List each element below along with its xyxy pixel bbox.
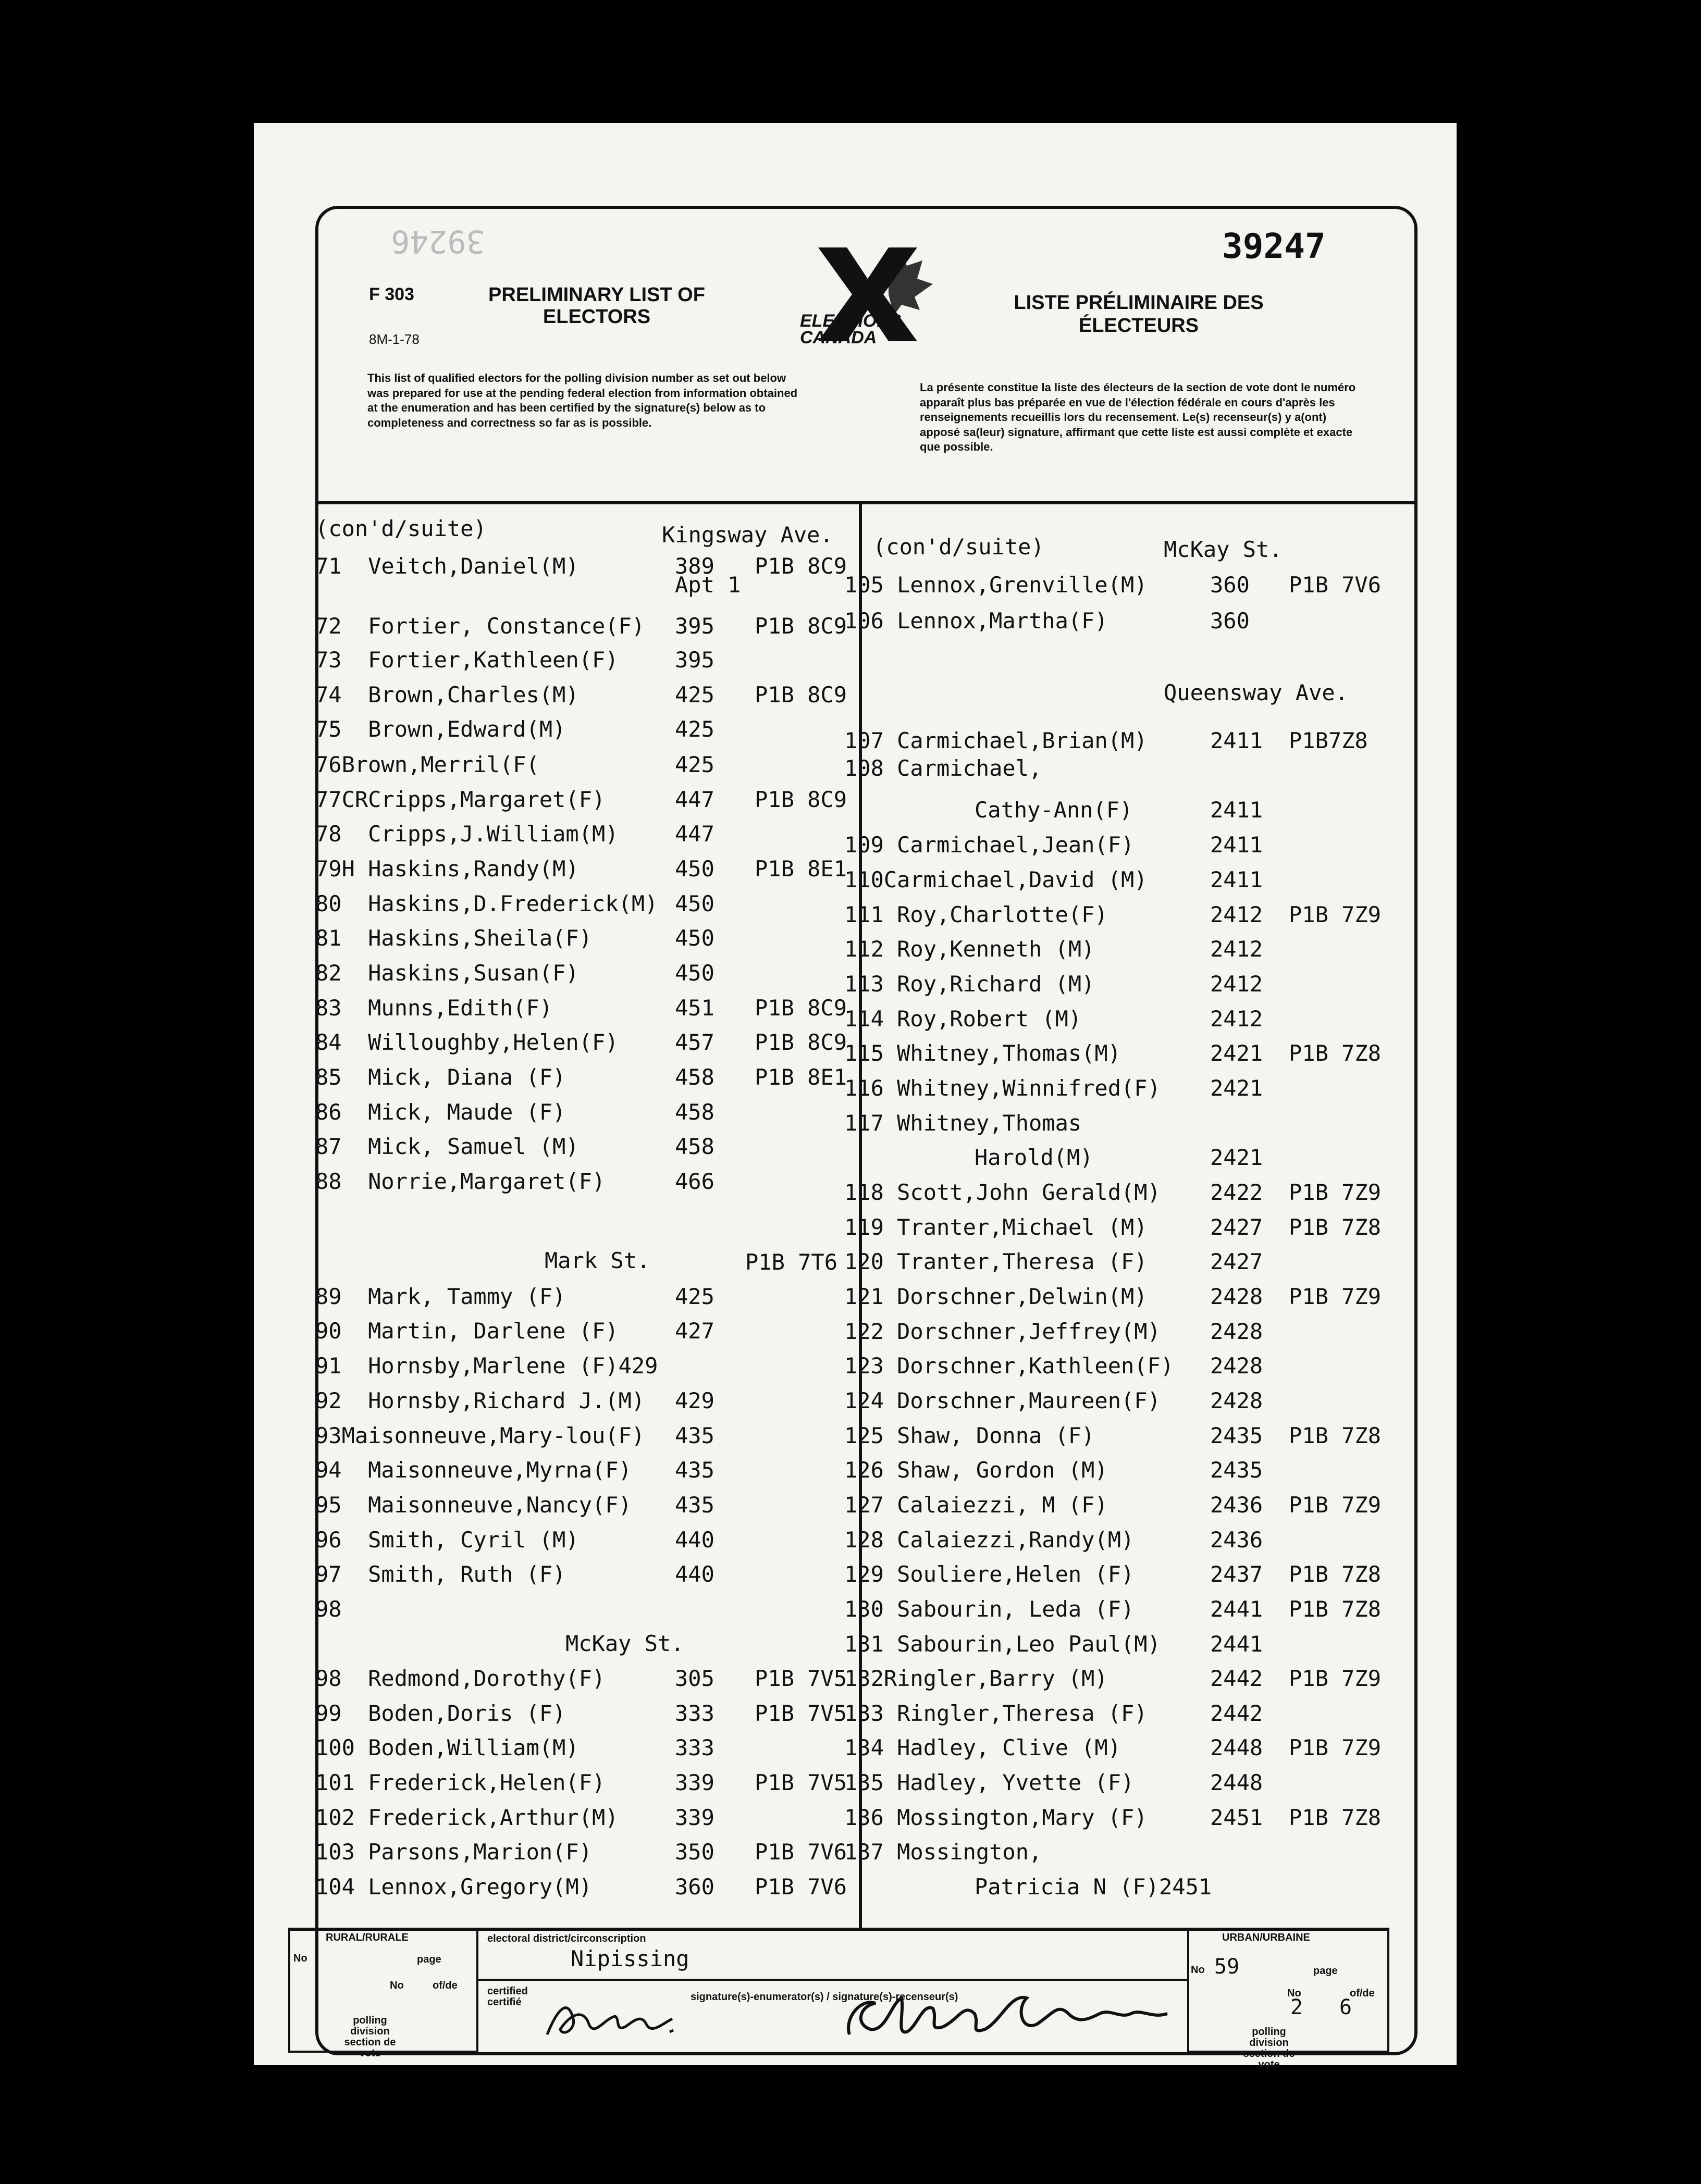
page-number: 2: [1290, 1995, 1303, 2019]
elector-address: 395: [675, 613, 714, 639]
elector-address: 395: [675, 647, 714, 673]
elector-name: 74 Brown,Charles(M): [315, 682, 579, 708]
elector-address: 333: [675, 1735, 714, 1760]
street-mckay-left: McKay St.: [565, 1631, 684, 1656]
elector-address: 350: [675, 1839, 714, 1865]
elector-name: 82 Haskins,Susan(F): [315, 960, 579, 986]
elector-address: 2442: [1210, 1666, 1263, 1691]
elector-name: Cathy-Ann(F): [975, 797, 1133, 823]
elector-name: 129 Souliere,Helen (F): [844, 1561, 1135, 1587]
elector-name: 134 Hadley, Clive (M): [844, 1735, 1121, 1760]
elector-postal-code: P1B 7Z9: [1289, 1284, 1382, 1309]
elector-name: 97 Smith, Ruth (F): [315, 1561, 566, 1587]
elector-name: 105 Lennox,Grenville(M): [844, 572, 1148, 598]
elector-name: 137 Mossington,: [844, 1839, 1042, 1865]
elector-name: 76Brown,Merril(F(: [315, 752, 539, 777]
elector-name: 95 Maisonneuve,Nancy(F): [315, 1492, 632, 1518]
elector-address: 2448: [1210, 1735, 1263, 1760]
elector-name: 99 Boden,Doris (F): [315, 1701, 566, 1726]
elector-name: 126 Shaw, Gordon (M): [844, 1457, 1108, 1483]
elector-address: 447: [675, 821, 714, 847]
intro-english: This list of qualified electors for the polling division number as set out below was prepared for use at the pending federal election from information obtained at the enumeration and has been certified by the signature(s) below as to completeness and correctness so far as is possible.: [367, 371, 798, 429]
elector-address: 2411: [1210, 832, 1263, 858]
elector-address: 305: [675, 1666, 714, 1691]
elector-address: 440: [675, 1527, 714, 1553]
elector-name: 132Ringler,Barry (M): [844, 1666, 1108, 1691]
elector-name: 79H Haskins,Randy(M): [315, 856, 579, 882]
elector-name: 83 Munns,Edith(F): [315, 995, 553, 1021]
signature-label: signature(s)-enumerator(s) / signature(s)-recenseur(s): [691, 1991, 958, 2003]
elector-address: 457: [675, 1029, 714, 1055]
elector-postal-code: P1B 8C9: [755, 553, 847, 579]
elector-name: 77CRCripps,Margaret(F): [315, 787, 606, 812]
elector-name: 119 Tranter,Michael (M): [844, 1214, 1148, 1240]
elector-address: 2427: [1210, 1249, 1263, 1274]
elector-name: 117 Whitney,Thomas: [844, 1110, 1082, 1136]
elector-address: 2411: [1210, 728, 1263, 753]
title-french: LISTE PRÉLIMINAIRE DES ÉLECTEURS: [1014, 292, 1264, 337]
elector-name: 94 Maisonneuve,Myrna(F): [315, 1457, 632, 1483]
elector-postal-code: P1B 7Z8: [1289, 1561, 1382, 1587]
elector-postal-code: P1B 8C9: [755, 682, 847, 708]
serial-number: 39247: [1222, 226, 1326, 266]
elector-postal-code: P1B 7Z8: [1289, 1596, 1382, 1622]
elector-address: 435: [675, 1457, 714, 1483]
elector-address: 2412: [1210, 936, 1263, 962]
elector-name: 100 Boden,William(M): [315, 1735, 579, 1760]
elector-address: 450: [675, 960, 714, 986]
elector-name: 75 Brown,Edward(M): [315, 716, 566, 742]
elector-address: 360: [675, 1874, 714, 1900]
urban-no-label: No: [1191, 1964, 1205, 1976]
elector-address: 2428: [1210, 1353, 1263, 1379]
elector-name: 127 Calaiezzi, M (F): [844, 1492, 1108, 1518]
right-contd-label: (con'd/suite): [873, 534, 1044, 560]
page-total: 6: [1339, 1995, 1352, 2019]
elector-address: 450: [675, 925, 714, 951]
elector-address: 425: [675, 752, 714, 777]
street-mark-postal-code: P1B 7T6: [745, 1249, 838, 1275]
urban-no2-label: No: [1287, 1988, 1301, 1999]
rural-label: RURAL/RURALE: [326, 1932, 409, 1943]
rural-no2-label: No: [390, 1980, 404, 1991]
elector-name: 92 Hornsby,Richard J.(M): [315, 1388, 645, 1413]
elector-name: 118 Scott,John Gerald(M): [844, 1180, 1161, 1205]
elector-name: 98: [315, 1596, 342, 1622]
elector-address: 2421: [1210, 1040, 1263, 1066]
elector-postal-code: P1B 7V6: [755, 1874, 847, 1900]
elector-address: 2436: [1210, 1492, 1263, 1518]
form-date: 8M-1-78: [369, 331, 420, 347]
elector-address: 466: [675, 1169, 714, 1194]
elector-address: 2427: [1210, 1214, 1263, 1240]
elector-postal-code: P1B 7Z9: [1289, 1180, 1382, 1205]
elector-address: 425: [675, 682, 714, 708]
elector-postal-code: P1B 7Z8: [1289, 1214, 1382, 1240]
elector-name: 107 Carmichael,Brian(M): [844, 728, 1148, 753]
elector-name: 108 Carmichael,: [844, 755, 1042, 781]
elector-name: Patricia N (F)2451: [975, 1874, 1212, 1900]
elector-address: 2428: [1210, 1319, 1263, 1344]
elector-address: 2428: [1210, 1284, 1263, 1309]
elector-address: 425: [675, 716, 714, 742]
rural-of-label: of/de: [433, 1980, 458, 1991]
elector-postal-code: P1B 7V5: [755, 1770, 847, 1795]
elector-name: 85 Mick, Diana (F): [315, 1064, 566, 1090]
elector-address: 458: [675, 1064, 714, 1090]
elector-name: 78 Cripps,J.William(M): [315, 821, 619, 847]
elector-address: 2412: [1210, 902, 1263, 927]
elector-postal-code: P1B 7Z8: [1289, 1040, 1382, 1066]
elector-postal-code: P1B 8C9: [755, 787, 847, 812]
elector-postal-code: P1B 7V6: [755, 1839, 847, 1865]
elector-postal-code: P1B 7Z9: [1289, 1735, 1382, 1760]
elector-name: 88 Norrie,Margaret(F): [315, 1169, 606, 1194]
title-english: PRELIMINARY LIST OF ELECTORS: [488, 284, 705, 328]
elector-name: 112 Roy,Kenneth (M): [844, 936, 1095, 962]
elector-name: 90 Martin, Darlene (F): [315, 1318, 619, 1344]
elector-address: 2428: [1210, 1388, 1263, 1413]
elector-name: 87 Mick, Samuel (M): [315, 1134, 579, 1159]
elector-name: 135 Hadley, Yvette (F): [844, 1770, 1135, 1795]
elector-address: 360: [1210, 572, 1250, 598]
enumerator-signature-1: [542, 1988, 683, 2050]
elector-address: 458: [675, 1134, 714, 1159]
elector-address: 339: [675, 1805, 714, 1830]
elector-name: 110Carmichael,David (M): [844, 867, 1148, 892]
elector-postal-code: P1B 7Z8: [1289, 1805, 1382, 1830]
elector-name: 120 Tranter,Theresa (F): [844, 1249, 1148, 1274]
elector-name: 131 Sabourin,Leo Paul(M): [844, 1631, 1161, 1657]
elector-address: 2435: [1210, 1423, 1263, 1448]
elector-name: 72 Fortier, Constance(F): [315, 613, 645, 639]
elector-name: 125 Shaw, Donna (F): [844, 1423, 1095, 1448]
elector-name: Harold(M): [975, 1145, 1093, 1170]
elector-address: 333: [675, 1701, 714, 1726]
certified-label: certified certifié: [487, 1986, 528, 2008]
elector-name: 136 Mossington,Mary (F): [844, 1805, 1148, 1830]
elector-address: 2421: [1210, 1145, 1263, 1170]
street-mark: Mark St.: [545, 1248, 650, 1273]
elector-postal-code: P1B 7V6: [1289, 572, 1382, 598]
elector-name: 115 Whitney,Thomas(M): [844, 1040, 1121, 1066]
elector-address: 2448: [1210, 1770, 1263, 1795]
elector-address: 339: [675, 1770, 714, 1795]
elector-address: 429: [675, 1388, 714, 1413]
elector-name: 113 Roy,Richard (M): [844, 971, 1095, 997]
elector-name: 123 Dorschner,Kathleen(F): [844, 1353, 1174, 1379]
elector-address: 2411: [1210, 867, 1263, 892]
rural-page-label: page: [417, 1954, 441, 1965]
elector-name: 124 Dorschner,Maureen(F): [844, 1388, 1161, 1413]
elector-name: 104 Lennox,Gregory(M): [315, 1874, 593, 1900]
elector-address: 440: [675, 1561, 714, 1587]
elector-name: 106 Lennox,Martha(F): [844, 608, 1108, 634]
elector-address: 427: [675, 1318, 714, 1344]
elector-postal-code: P1B 7Z8: [1289, 1423, 1382, 1448]
elector-address: 425: [675, 1284, 714, 1309]
district-label: electoral district/circonscription: [487, 1933, 646, 1944]
urban-number: 59: [1214, 1955, 1240, 1979]
elector-address: 2435: [1210, 1457, 1263, 1483]
elector-name: 103 Parsons,Marion(F): [315, 1839, 593, 1865]
elector-name: 96 Smith, Cyril (M): [315, 1527, 579, 1553]
elector-name: 128 Calaiezzi,Randy(M): [844, 1527, 1135, 1553]
street-kingsway: Kingsway Ave.: [662, 522, 833, 548]
elector-address: 360: [1210, 608, 1250, 634]
elector-name: 116 Whitney,Winnifred(F): [844, 1075, 1161, 1101]
street-queensway: Queensway Ave.: [1164, 680, 1349, 705]
elector-name: 80 Haskins,D.Frederick(M): [315, 891, 658, 916]
elector-postal-code: P1B 8C9: [755, 613, 847, 639]
rural-no-label: No: [293, 1953, 307, 1964]
elector-postal-code: P1B 8C9: [755, 995, 847, 1021]
elector-postal-code: P1B 7Z9: [1289, 1666, 1382, 1691]
elector-name: 101 Frederick,Helen(F): [315, 1770, 606, 1795]
elector-address: 2437: [1210, 1561, 1263, 1587]
elector-address: 389: [675, 553, 714, 579]
elector-postal-code: P1B 7V5: [755, 1701, 847, 1726]
elector-name: 111 Roy,Charlotte(F): [844, 902, 1108, 927]
elector-address: 2412: [1210, 1006, 1263, 1032]
elector-address: 2441: [1210, 1596, 1263, 1622]
elector-address: 435: [675, 1492, 714, 1518]
elector-name: 89 Mark, Tammy (F): [315, 1284, 566, 1309]
elector-postal-code: P1B 8E1: [755, 1064, 847, 1090]
elector-name: 84 Willoughby,Helen(F): [315, 1029, 619, 1055]
elector-postal-code: P1B 7Z9: [1289, 902, 1382, 927]
urban-polling-label: polling division section de vote: [1243, 2026, 1295, 2070]
elector-name: 86 Mick, Maude (F): [315, 1099, 566, 1125]
elector-name: 98 Redmond,Dorothy(F): [315, 1666, 606, 1691]
urban-of-label: of/de: [1350, 1988, 1375, 1999]
elector-address: 2442: [1210, 1701, 1263, 1726]
logo-text: ELECTIONS CANADA: [800, 311, 902, 348]
rural-polling-label: polling division section de vote: [344, 2015, 396, 2059]
elector-name: 133 Ringler,Theresa (F): [844, 1701, 1148, 1726]
elector-address: 458: [675, 1099, 714, 1125]
elector-postal-code: P1B 8C9: [755, 1029, 847, 1055]
elector-postal-code: P1B 7V5: [755, 1666, 847, 1691]
elector-name: 81 Haskins,Sheila(F): [315, 925, 593, 951]
elector-address: 2421: [1210, 1075, 1263, 1101]
elector-address: 450: [675, 856, 714, 882]
elector-address: Apt 1: [675, 572, 741, 598]
enumerator-signature-2: [839, 1982, 1173, 2050]
urban-page-label: page: [1313, 1965, 1338, 1977]
elector-name: 121 Dorschner,Delwin(M): [844, 1284, 1148, 1309]
elector-postal-code: P1B 8E1: [755, 856, 847, 882]
elector-address: 2451: [1210, 1805, 1263, 1830]
elector-address: 447: [675, 787, 714, 812]
elector-address: 435: [675, 1423, 714, 1448]
elector-name: 73 Fortier,Kathleen(F): [315, 647, 619, 673]
elector-name: 71 Veitch,Daniel(M): [315, 553, 579, 579]
elector-address: 2411: [1210, 797, 1263, 823]
form-number: F 303: [369, 284, 414, 304]
elector-address: 2441: [1210, 1631, 1263, 1657]
elector-name: 122 Dorschner,Jeffrey(M): [844, 1319, 1161, 1344]
elector-address: 451: [675, 995, 714, 1021]
intro-french: La présente constitue la liste des électeurs de la section de vote dont le numéro apparaît plus bas préparée en vue de l'élection fédérale en cours d'après les renseignements recueillis lors du recensement. Le(s) recenseur(s) y a(ont) apposé sa(leur) signature, affirmant que cette liste est aussi complète et exacte que possible.: [920, 381, 1356, 454]
elector-name: 130 Sabourin, Leda (F): [844, 1596, 1135, 1622]
district-value: Nipissing: [571, 1946, 689, 1971]
serial-ghost-imprint: 39246: [391, 223, 485, 259]
elector-address: 450: [675, 891, 714, 916]
elector-postal-code: P1B 7Z9: [1289, 1492, 1382, 1518]
elector-name: 114 Roy,Robert (M): [844, 1006, 1082, 1032]
elector-name: 93Maisonneuve,Mary-lou(F): [315, 1423, 645, 1448]
elector-postal-code: P1B7Z8: [1289, 728, 1368, 753]
elector-address: 2422: [1210, 1180, 1263, 1205]
elector-address: 2412: [1210, 971, 1263, 997]
elector-name: 102 Frederick,Arthur(M): [315, 1805, 619, 1830]
street-mckay-right: McKay St.: [1164, 537, 1283, 562]
urban-label: URBAN/URBAINE: [1222, 1932, 1310, 1943]
left-contd-label: (con'd/suite): [315, 516, 487, 541]
elector-address: 2436: [1210, 1527, 1263, 1553]
elector-name: 91 Hornsby,Marlene (F)429: [315, 1353, 658, 1379]
header-separator: [315, 501, 1418, 504]
elector-name: 109 Carmichael,Jean(F): [844, 832, 1135, 858]
